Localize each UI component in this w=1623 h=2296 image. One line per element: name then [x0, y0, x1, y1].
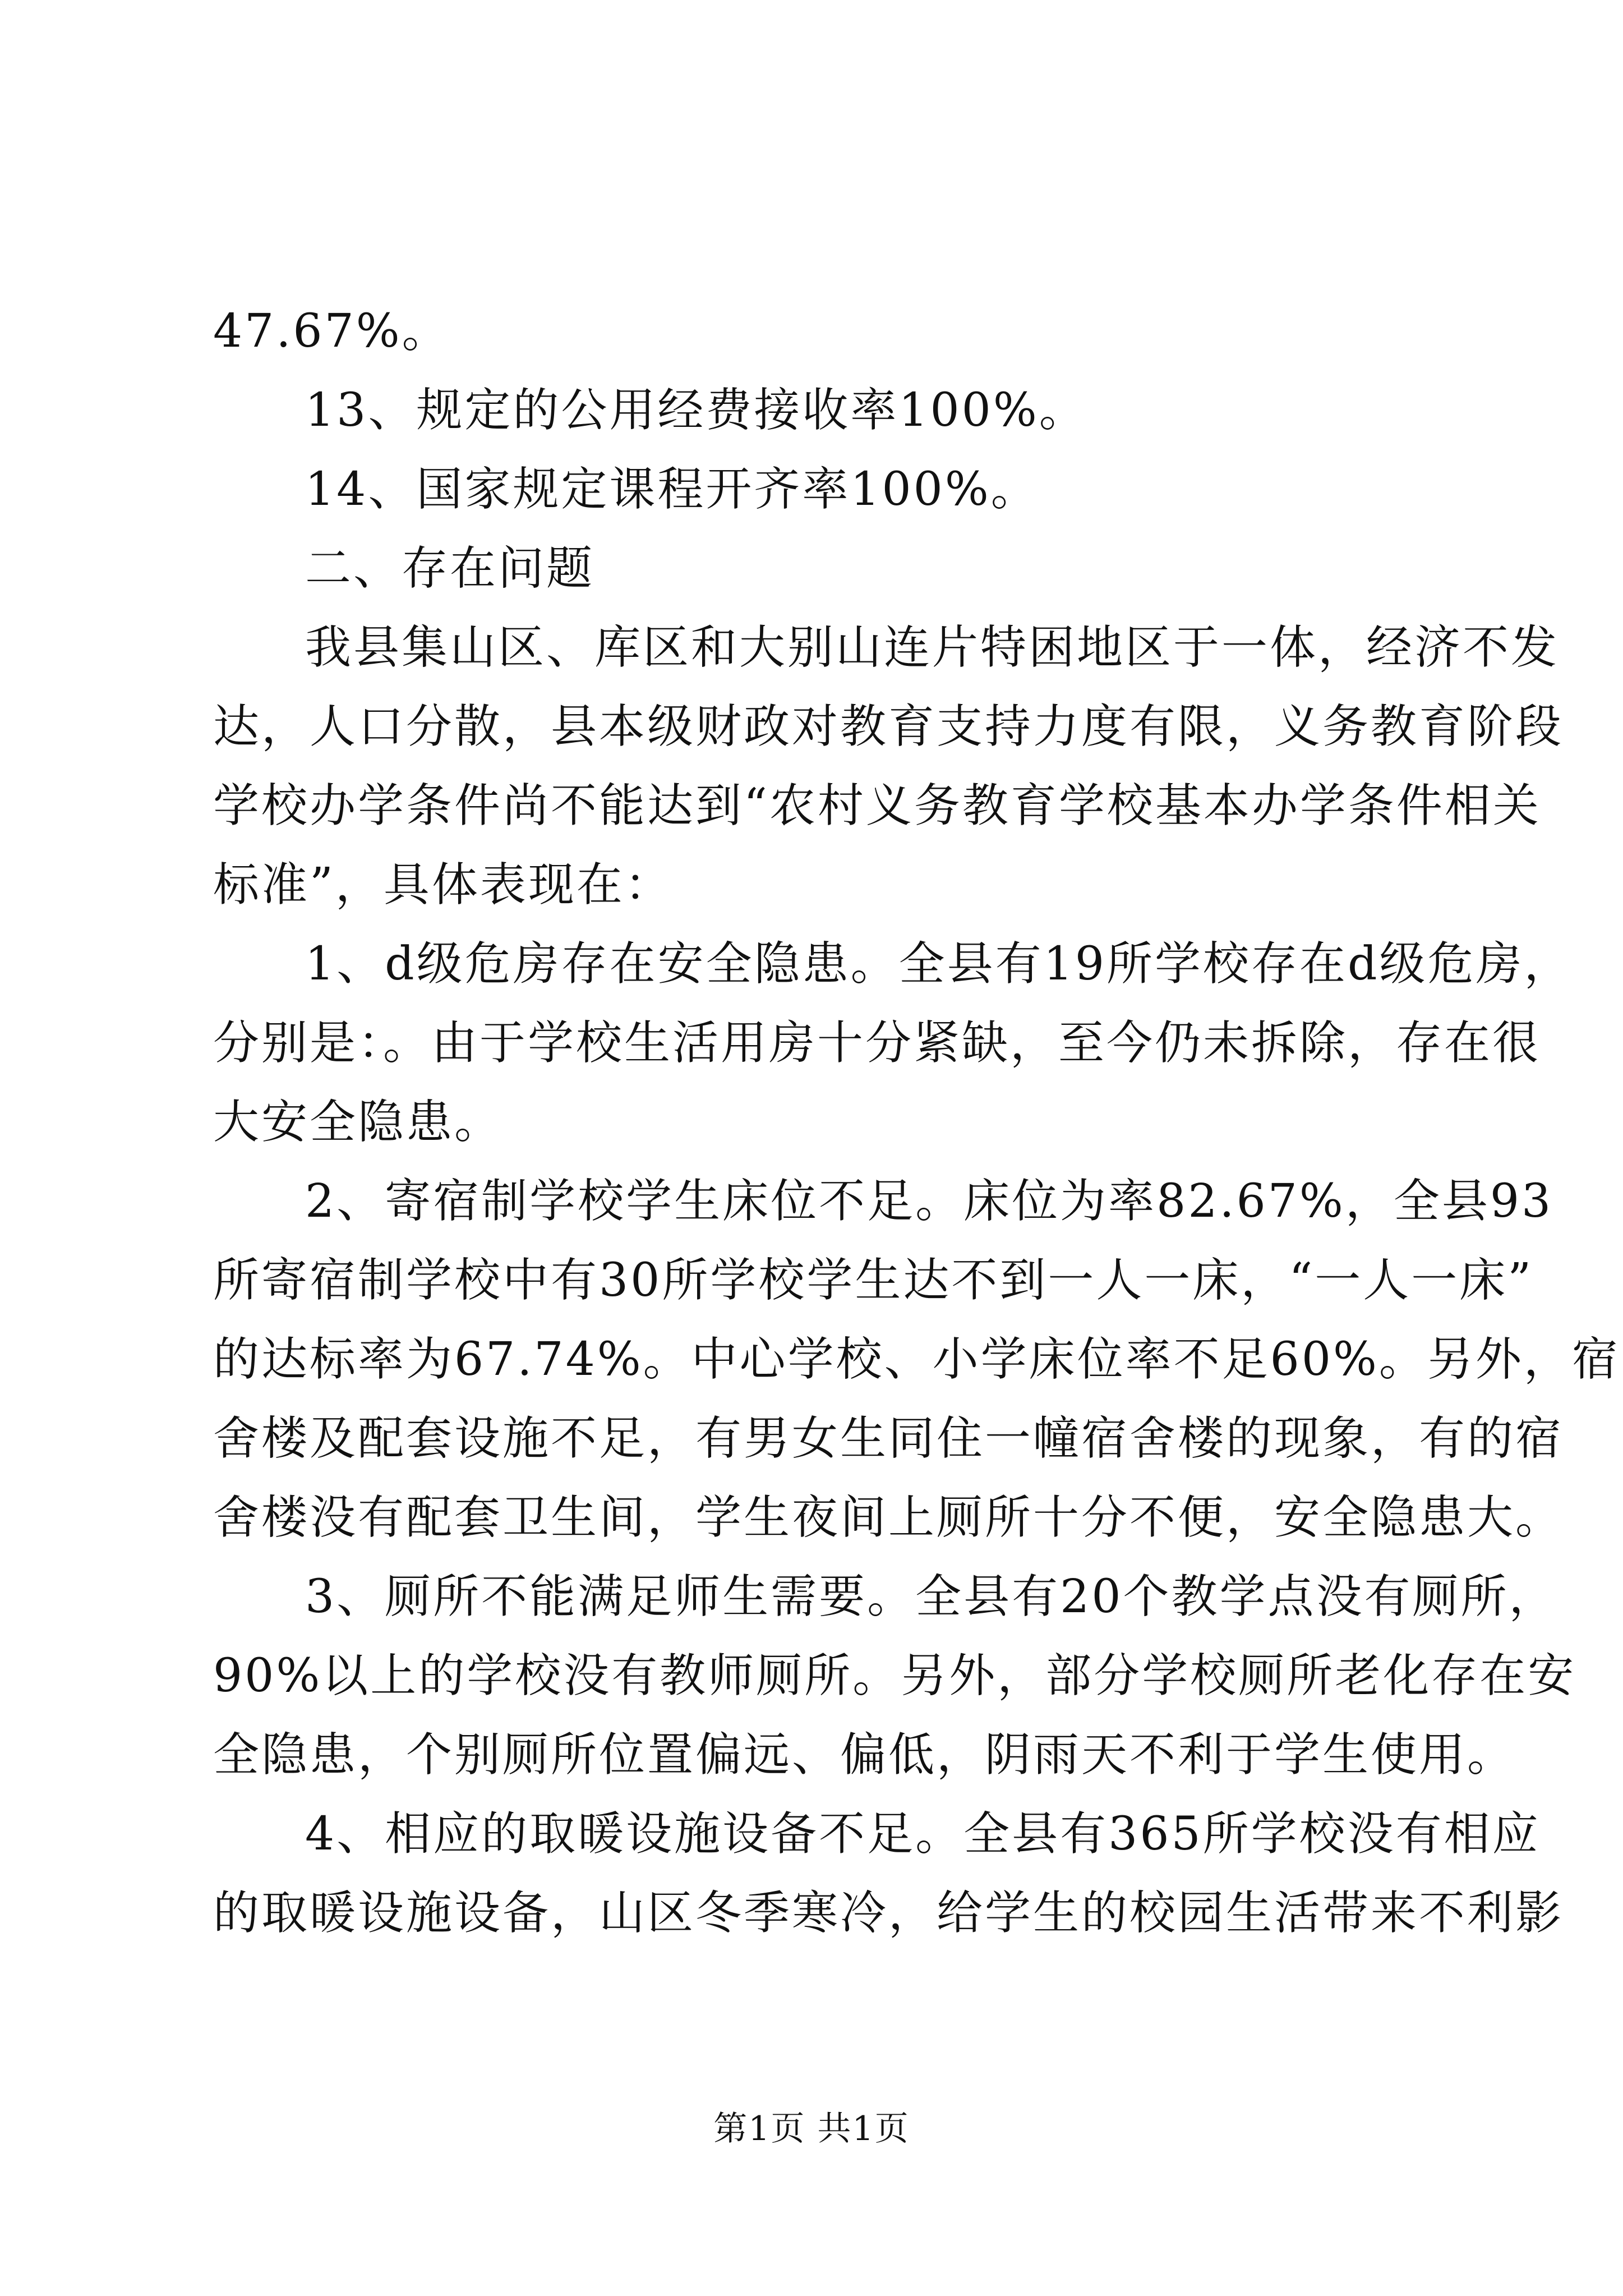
paragraph-line: 3、厕所不能满足师生需要。全县有20个教学点没有厕所， [305, 1570, 1557, 1623]
paragraph-line: 我县集山区、库区和大别山连片特困地区于一体，经济不发 [305, 621, 1560, 674]
text-line: 所寄宿制学校中有30所学校学生达不到一人一床，“一人一床” [213, 1254, 1534, 1307]
text-line: 90%以上的学校没有教师厕所。另外，部分学校厕所老化存在安 [213, 1649, 1576, 1703]
document-body [213, 292, 1620, 1953]
text-line: 大安全隐患。 [213, 1096, 503, 1149]
text-line: 的取暖设施设备，山区冬季寒冷，给学生的校园生活带来不利影 [213, 1887, 1564, 1940]
page-number-footer: 第1页 共1页 [713, 2109, 910, 2148]
paragraph-line: 13、规定的公用经费接收率100%。 [305, 384, 1087, 437]
text-line: 标准”，具体表现在： [213, 858, 673, 912]
text-line: 舍楼及配套设施不足，有男女生同住一幢宿舍楼的现象，有的宿 [213, 1412, 1564, 1465]
text-line: 全隐患，个别厕所位置偏远、偏低，阴雨天不利于学生使用。 [213, 1728, 1516, 1782]
paragraph-line: 4、相应的取暖设施设备不足。全县有365所学校没有相应 [305, 1807, 1541, 1861]
text-line: 分别是：。由于学校生活用房十分紧缺，至今仍未拆除，存在很 [213, 1016, 1541, 1070]
text-line: 达，人口分散，县本级财政对教育支持力度有限，义务教育阶段 [213, 700, 1564, 753]
text-line: 学校办学条件尚不能达到“农村义务教育学校基本办学条件相关 [213, 779, 1541, 832]
paragraph-line: 1、d级危房存在安全隐患。全县有19所学校存在d级危房， [305, 937, 1573, 991]
text-line: 47.67%。 [213, 305, 450, 358]
text-line: 舍楼没有配套卫生间，学生夜间上厕所十分不便，安全隐患大。 [213, 1491, 1564, 1544]
paragraph-line: 14、国家规定课程开齐率100%。 [305, 463, 1039, 516]
paragraph-line: 2、寄宿制学校学生床位不足。床位为率82.67%，全县93 [305, 1175, 1553, 1228]
section-heading: 二、存在问题 [305, 542, 595, 595]
text-line: 的达标率为67.74%。中心学校、小学床位率不足60%。另外，宿 [213, 1333, 1620, 1386]
